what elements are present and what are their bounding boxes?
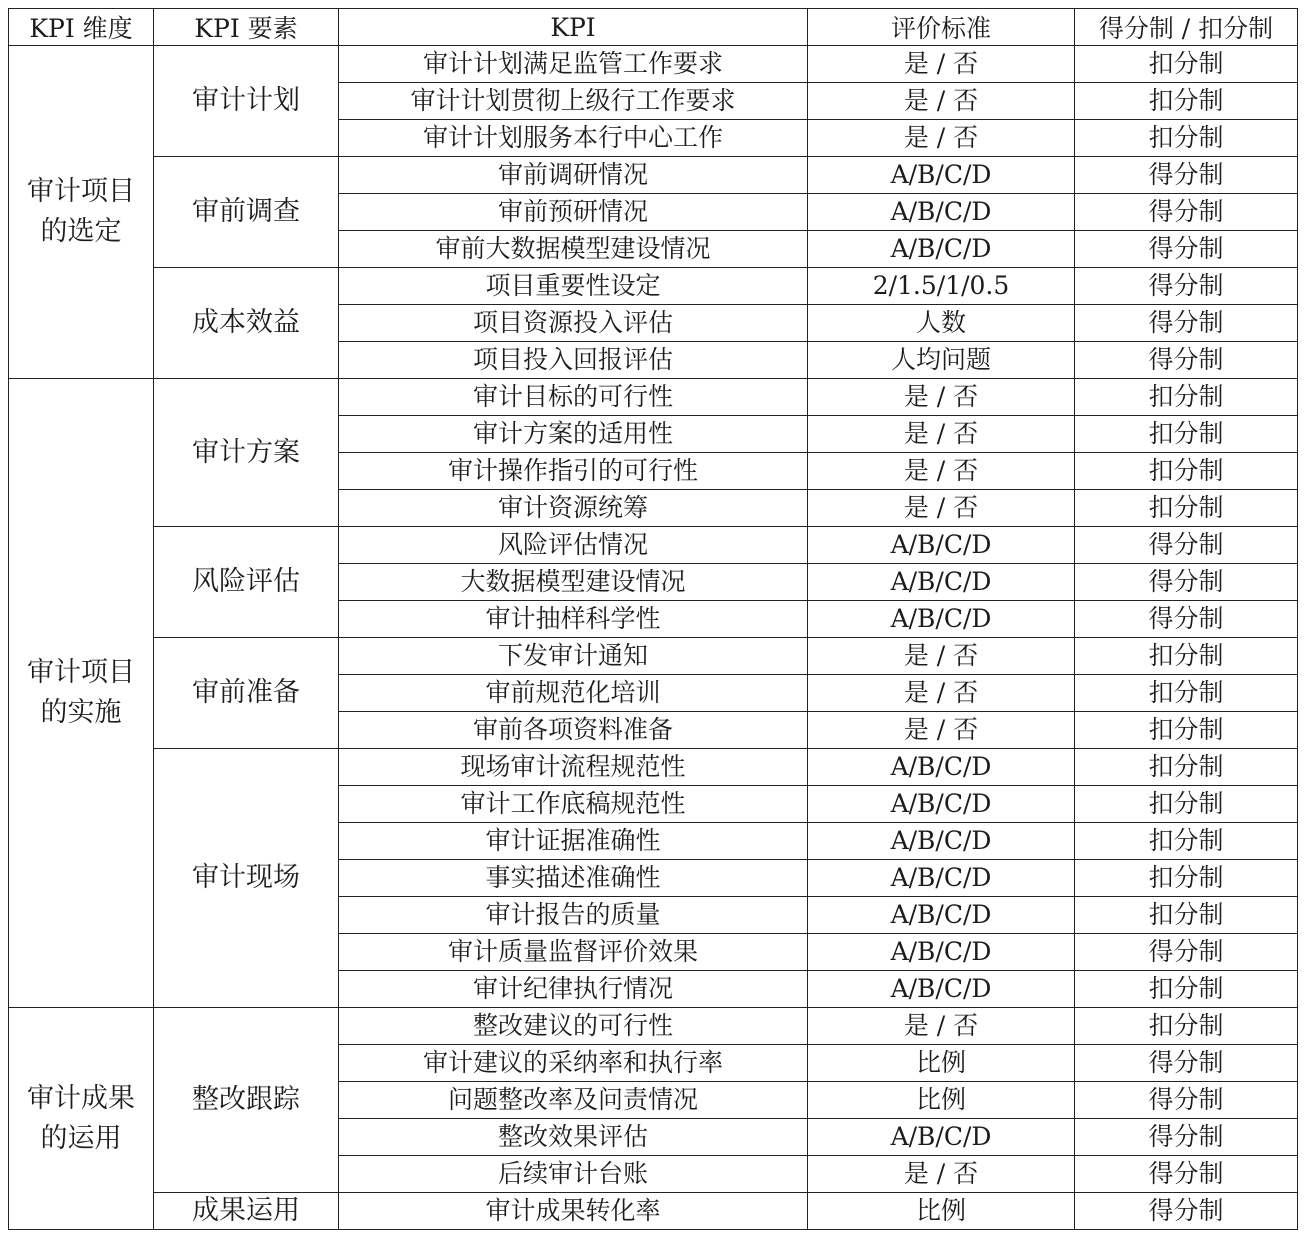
kpi-name-cell: 整改效果评估 bbox=[339, 1119, 808, 1156]
criterion-cell: A/B/C/D bbox=[808, 564, 1075, 601]
table-body bbox=[9, 46, 1298, 1230]
criterion-cell: 比例 bbox=[808, 1045, 1075, 1082]
kpi-element-cell: 审计方案 bbox=[154, 379, 339, 527]
criterion-cell: 人均问题 bbox=[808, 342, 1075, 379]
kpi-name-cell: 审计资源统筹 bbox=[339, 490, 808, 527]
kpi-element-cell: 审前准备 bbox=[154, 638, 339, 749]
kpi-dimension-label: 审计成果的运用 bbox=[27, 1082, 135, 1154]
header-criterion: 评价标准 bbox=[808, 9, 1075, 46]
header-scoring-mode: 得分制 / 扣分制 bbox=[1075, 9, 1298, 46]
kpi-name-cell: 审前预研情况 bbox=[339, 194, 808, 231]
kpi-name-cell: 审计证据准确性 bbox=[339, 823, 808, 860]
scoring-mode-cell: 得分制 bbox=[1075, 1193, 1298, 1230]
scoring-mode-cell: 扣分制 bbox=[1075, 83, 1298, 120]
criterion-cell: 是 / 否 bbox=[808, 83, 1075, 120]
header-kpi-element: KPI 要素 bbox=[154, 9, 339, 46]
criterion-cell: A/B/C/D bbox=[808, 527, 1075, 564]
criterion-cell: 是 / 否 bbox=[808, 1008, 1075, 1045]
kpi-name-cell: 大数据模型建设情况 bbox=[339, 564, 808, 601]
criterion-cell: 2/1.5/1/0.5 bbox=[808, 268, 1075, 305]
kpi-name-cell: 审前各项资料准备 bbox=[339, 712, 808, 749]
kpi-name-cell: 整改建议的可行性 bbox=[339, 1008, 808, 1045]
kpi-name-cell: 审前大数据模型建设情况 bbox=[339, 231, 808, 268]
kpi-name-cell: 审计操作指引的可行性 bbox=[339, 453, 808, 490]
table-row bbox=[9, 1193, 1298, 1230]
criterion-cell: A/B/C/D bbox=[808, 934, 1075, 971]
kpi-name-cell: 项目重要性设定 bbox=[339, 268, 808, 305]
criterion-cell: A/B/C/D bbox=[808, 601, 1075, 638]
criterion-cell: 是 / 否 bbox=[808, 120, 1075, 157]
table-row bbox=[9, 527, 1298, 564]
kpi-name-cell: 审计计划满足监管工作要求 bbox=[339, 46, 808, 83]
scoring-mode-cell: 得分制 bbox=[1075, 1045, 1298, 1082]
kpi-dimension-cell bbox=[9, 46, 154, 379]
scoring-mode-cell: 扣分制 bbox=[1075, 490, 1298, 527]
kpi-dimension-cell bbox=[9, 379, 154, 1008]
scoring-mode-cell: 扣分制 bbox=[1075, 749, 1298, 786]
scoring-mode-cell: 得分制 bbox=[1075, 342, 1298, 379]
table-row bbox=[9, 157, 1298, 194]
criterion-cell: 比例 bbox=[808, 1082, 1075, 1119]
table-header bbox=[9, 9, 1298, 46]
kpi-name-cell: 审计计划贯彻上级行工作要求 bbox=[339, 83, 808, 120]
criterion-cell: 是 / 否 bbox=[808, 379, 1075, 416]
criterion-cell: 是 / 否 bbox=[808, 675, 1075, 712]
criterion-cell: A/B/C/D bbox=[808, 823, 1075, 860]
scoring-mode-cell: 扣分制 bbox=[1075, 416, 1298, 453]
kpi-name-cell: 审计纪律执行情况 bbox=[339, 971, 808, 1008]
scoring-mode-cell: 扣分制 bbox=[1075, 860, 1298, 897]
kpi-name-cell: 现场审计流程规范性 bbox=[339, 749, 808, 786]
header-row bbox=[9, 9, 1298, 46]
kpi-name-cell: 项目资源投入评估 bbox=[339, 305, 808, 342]
table-row bbox=[9, 268, 1298, 305]
scoring-mode-cell: 得分制 bbox=[1075, 1119, 1298, 1156]
criterion-cell: A/B/C/D bbox=[808, 231, 1075, 268]
criterion-cell: 是 / 否 bbox=[808, 46, 1075, 83]
criterion-cell: A/B/C/D bbox=[808, 860, 1075, 897]
scoring-mode-cell: 扣分制 bbox=[1075, 379, 1298, 416]
kpi-dimension-label: 审计项目的选定 bbox=[27, 176, 135, 247]
scoring-mode-cell: 扣分制 bbox=[1075, 971, 1298, 1008]
kpi-element-cell: 审前调查 bbox=[154, 157, 339, 268]
table-row bbox=[9, 46, 1298, 83]
criterion-cell: A/B/C/D bbox=[808, 157, 1075, 194]
criterion-cell: 是 / 否 bbox=[808, 638, 1075, 675]
criterion-cell: 是 / 否 bbox=[808, 453, 1075, 490]
table-row bbox=[9, 1008, 1298, 1045]
kpi-name-cell: 审计目标的可行性 bbox=[339, 379, 808, 416]
scoring-mode-cell: 扣分制 bbox=[1075, 453, 1298, 490]
scoring-mode-cell: 得分制 bbox=[1075, 194, 1298, 231]
scoring-mode-cell: 得分制 bbox=[1075, 601, 1298, 638]
kpi-name-cell: 后续审计台账 bbox=[339, 1156, 808, 1193]
kpi-name-cell: 审计工作底稿规范性 bbox=[339, 786, 808, 823]
criterion-cell: A/B/C/D bbox=[808, 971, 1075, 1008]
scoring-mode-cell: 得分制 bbox=[1075, 231, 1298, 268]
kpi-name-cell: 审计方案的适用性 bbox=[339, 416, 808, 453]
kpi-name-cell: 项目投入回报评估 bbox=[339, 342, 808, 379]
table-row bbox=[9, 638, 1298, 675]
kpi-element-cell: 审计计划 bbox=[154, 46, 339, 157]
kpi-name-cell: 问题整改率及问责情况 bbox=[339, 1082, 808, 1119]
criterion-cell: A/B/C/D bbox=[808, 1119, 1075, 1156]
kpi-name-cell: 审计建议的采纳率和执行率 bbox=[339, 1045, 808, 1082]
criterion-cell: 是 / 否 bbox=[808, 490, 1075, 527]
criterion-cell: 比例 bbox=[808, 1193, 1075, 1230]
kpi-dimension-cell bbox=[9, 1008, 154, 1230]
kpi-name-cell: 审计抽样科学性 bbox=[339, 601, 808, 638]
kpi-element-cell: 审计现场 bbox=[154, 749, 339, 1008]
criterion-cell: 是 / 否 bbox=[808, 416, 1075, 453]
kpi-name-cell: 下发审计通知 bbox=[339, 638, 808, 675]
criterion-cell: A/B/C/D bbox=[808, 194, 1075, 231]
scoring-mode-cell: 扣分制 bbox=[1075, 823, 1298, 860]
scoring-mode-cell: 扣分制 bbox=[1075, 897, 1298, 934]
scoring-mode-cell: 得分制 bbox=[1075, 1156, 1298, 1193]
kpi-element-cell: 风险评估 bbox=[154, 527, 339, 638]
kpi-element-cell: 整改跟踪 bbox=[154, 1008, 339, 1193]
kpi-name-cell: 审计成果转化率 bbox=[339, 1193, 808, 1230]
kpi-name-cell: 审计质量监督评价效果 bbox=[339, 934, 808, 971]
criterion-cell: 人数 bbox=[808, 305, 1075, 342]
scoring-mode-cell: 得分制 bbox=[1075, 564, 1298, 601]
criterion-cell: A/B/C/D bbox=[808, 749, 1075, 786]
scoring-mode-cell: 得分制 bbox=[1075, 934, 1298, 971]
kpi-dimension-label: 审计项目的实施 bbox=[27, 657, 135, 728]
scoring-mode-cell: 得分制 bbox=[1075, 157, 1298, 194]
kpi-name-cell: 审计报告的质量 bbox=[339, 897, 808, 934]
kpi-element-cell: 成果运用 bbox=[154, 1193, 339, 1230]
kpi-name-cell: 审前调研情况 bbox=[339, 157, 808, 194]
scoring-mode-cell: 扣分制 bbox=[1075, 675, 1298, 712]
kpi-table bbox=[8, 8, 1298, 1230]
criterion-cell: 是 / 否 bbox=[808, 712, 1075, 749]
scoring-mode-cell: 扣分制 bbox=[1075, 712, 1298, 749]
scoring-mode-cell: 扣分制 bbox=[1075, 786, 1298, 823]
header-kpi: KPI bbox=[339, 9, 808, 46]
scoring-mode-cell: 扣分制 bbox=[1075, 1008, 1298, 1045]
scoring-mode-cell: 扣分制 bbox=[1075, 120, 1298, 157]
table-row bbox=[9, 749, 1298, 786]
kpi-name-cell: 事实描述准确性 bbox=[339, 860, 808, 897]
criterion-cell: A/B/C/D bbox=[808, 786, 1075, 823]
kpi-name-cell: 审前规范化培训 bbox=[339, 675, 808, 712]
scoring-mode-cell: 得分制 bbox=[1075, 268, 1298, 305]
kpi-element-cell: 成本效益 bbox=[154, 268, 339, 379]
kpi-name-cell: 审计计划服务本行中心工作 bbox=[339, 120, 808, 157]
scoring-mode-cell: 得分制 bbox=[1075, 1082, 1298, 1119]
scoring-mode-cell: 得分制 bbox=[1075, 527, 1298, 564]
scoring-mode-cell: 扣分制 bbox=[1075, 638, 1298, 675]
table-row bbox=[9, 379, 1298, 416]
criterion-cell: 是 / 否 bbox=[808, 1156, 1075, 1193]
scoring-mode-cell: 扣分制 bbox=[1075, 46, 1298, 83]
kpi-name-cell: 风险评估情况 bbox=[339, 527, 808, 564]
scoring-mode-cell: 得分制 bbox=[1075, 305, 1298, 342]
criterion-cell: A/B/C/D bbox=[808, 897, 1075, 934]
header-kpi-dimension: KPI 维度 bbox=[9, 9, 154, 46]
